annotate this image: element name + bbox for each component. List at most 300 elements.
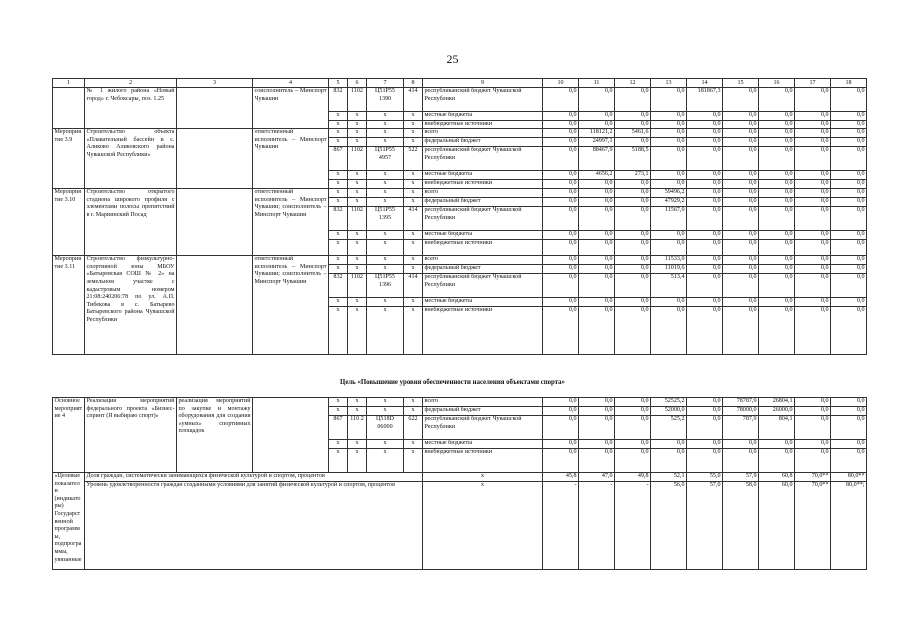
funding-source: внебюджетные источники [423,307,543,355]
budget-code: х [329,112,348,121]
amount-cell: 0,0 [579,207,615,231]
table-row [53,88,867,112]
amount-cell: 0,0 [831,256,867,265]
budget-code: х [348,240,367,256]
amount-cell: 0,0 [723,112,759,121]
amount-cell: 804,1 [759,416,795,440]
amount-cell: 0,0 [615,398,651,407]
budget-code: х [367,120,404,129]
funding-source: федеральный бюджет [423,138,543,147]
event-name: Строительство физкультурно-спортивной зоны МБОУ «Батыревская СОШ № 2» на земельном участке с кадастровым номером 21:08:240206:78 по ул. А.П. Тибекова в с. Батырево Батыревского района Чувашской Республики [85,256,177,355]
budget-code: х [329,120,348,129]
amount-cell: 0,0 [831,274,867,298]
amount-cell: 4656,2 [579,171,615,180]
amount-cell: 0,0 [723,231,759,240]
budget-code: 414 [404,207,423,231]
event-goal [177,256,253,355]
amount-cell: 0,0 [723,138,759,147]
target-row [53,482,867,570]
event-goal [177,129,253,189]
funding-source: внебюджетные источники [423,240,543,256]
amount-cell: 0,0 [543,256,579,265]
amount-cell: 88467,9 [579,147,615,171]
amount-cell: 0,0 [723,129,759,138]
amount-cell: 0,0 [795,88,831,112]
page-number: 25 [446,52,459,66]
column-number: 7 [367,79,404,88]
amount-cell: 0,0 [543,112,579,121]
target-value: - [543,482,579,570]
table-row [53,189,867,198]
amount-cell: 0,0 [579,398,615,407]
budget-code: х [329,265,348,274]
budget-code: х [367,256,404,265]
amount-cell: 0,0 [831,307,867,355]
budget-code: х [329,129,348,138]
amount-cell: 0,0 [795,171,831,180]
budget-code: х [404,307,423,355]
funding-source: республиканский бюджет Чувашской Республики [423,274,543,298]
funding-source: федеральный бюджет [423,407,543,416]
amount-cell: 0,0 [615,307,651,355]
amount-cell: 0,0 [759,171,795,180]
budget-code: Ц51Р55 1395 [367,207,404,231]
amount-cell: 0,0 [795,189,831,198]
amount-cell: 0,0 [723,88,759,112]
funding-source: республиканский бюджет Чувашской Республики [423,207,543,231]
amount-cell: 0,0 [795,440,831,449]
amount-cell: 118121,2 [579,129,615,138]
amount-cell: 0,0 [543,265,579,274]
budget-code: х [367,407,404,416]
amount-cell: 0,0 [831,298,867,307]
amount-cell: 0,0 [579,189,615,198]
amount-cell: 0,0 [759,129,795,138]
target-value: 70,0** [795,482,831,570]
budget-code: Ц51Р55 4957 [367,147,404,171]
amount-cell: 52000,0 [651,407,687,416]
budget-code: х [329,231,348,240]
amount-cell: 513,4 [651,274,687,298]
amount-cell: 0,0 [795,120,831,129]
target-value: 70,0** [795,473,831,482]
amount-cell: 0,0 [543,207,579,231]
amount-cell: 0,0 [543,189,579,198]
event-label: Мероприятие 3.9 [53,129,85,189]
amount-cell: 525,2 [651,416,687,440]
goal-heading: Цель «Повышение уровня обеспеченности населения объектами спорта» [340,379,565,386]
event-name: № 1 жилого района «Новый город» г. Чебоксары, поз. 1.25 [85,88,177,129]
amount-cell: 0,0 [687,189,723,198]
funding-source: местные бюджеты [423,171,543,180]
amount-cell: 0,0 [723,298,759,307]
budget-code: х [404,120,423,129]
amount-cell: 0,0 [795,207,831,231]
budget-code: х [348,138,367,147]
column-number: 8 [404,79,423,88]
budget-code: х [404,180,423,189]
event-executor [253,398,329,473]
amount-cell: 52525,2 [651,398,687,407]
amount-cell: 0,0 [831,265,867,274]
budget-code: х [348,265,367,274]
funding-source: внебюджетные источники [423,120,543,129]
budget-code: х [367,129,404,138]
budget-code: х [348,231,367,240]
amount-cell: 0,0 [831,189,867,198]
event-goal [177,189,253,256]
amount-cell: 78787,9 [723,398,759,407]
budget-code: х [329,307,348,355]
amount-cell: 0,0 [723,147,759,171]
budget-code: х [404,240,423,256]
amount-cell: 0,0 [651,171,687,180]
amount-cell: 0,0 [615,449,651,473]
funding-source: федеральный бюджет [423,198,543,207]
event-goal [177,88,253,129]
amount-cell: 0,0 [759,265,795,274]
amount-cell: 0,0 [687,440,723,449]
event-executor: ответственный исполнитель – Минспорт Чувашии [253,129,329,189]
amount-cell: 0,0 [687,416,723,440]
amount-cell: 0,0 [615,231,651,240]
amount-cell: 0,0 [543,274,579,298]
budget-code: х [348,398,367,407]
budget-code: х [404,398,423,407]
event-executor: соисполнитель – Минспорт Чувашии [253,88,329,129]
amount-cell: 0,0 [687,240,723,256]
event-executor: ответственный исполнитель – Минспорт Чувашии; соисполнитель – Минспорт Чувашии [253,256,329,355]
event-executor: ответственный исполнитель – Минспорт Чувашии; соисполнитель – Минспорт Чувашии [253,189,329,256]
amount-cell: 0,0 [615,298,651,307]
event-name: Реализация мероприятий федерального проекта «Бизнес-спринт (Я выбираю спорт)» [85,398,177,473]
budget-code: х [348,298,367,307]
amount-cell: 0,0 [795,240,831,256]
amount-cell: 0,0 [795,112,831,121]
amount-cell: 0,0 [615,240,651,256]
column-number: 18 [831,79,867,88]
amount-cell: 0,0 [543,449,579,473]
funding-source: местные бюджеты [423,231,543,240]
amount-cell: 0,0 [687,120,723,129]
budget-code: х [367,398,404,407]
amount-cell: 0,0 [831,198,867,207]
amount-cell: 0,0 [543,129,579,138]
budget-code: х [348,180,367,189]
amount-cell: 0,0 [759,449,795,473]
column-number: 1 [53,79,85,88]
amount-cell: 0,0 [795,198,831,207]
budget-code: 1102 [348,147,367,171]
budget-code: х [404,198,423,207]
amount-cell: 0,0 [543,240,579,256]
amount-cell: 0,0 [651,449,687,473]
amount-cell: 0,0 [687,274,723,298]
target-value: 58,0 [723,482,759,570]
budget-code: х [404,449,423,473]
funding-source: республиканский бюджет Чувашской Республики [423,147,543,171]
main-event-table [52,397,867,570]
amount-cell: 0,0 [795,231,831,240]
amount-cell: 47929,2 [651,198,687,207]
column-number: 11 [579,79,615,88]
amount-cell: 0,0 [795,449,831,473]
amount-cell: 0,0 [543,398,579,407]
amount-cell: 0,0 [795,265,831,274]
column-number: 12 [615,79,651,88]
budget-code: 1102 [348,274,367,298]
amount-cell: 11533,0 [651,256,687,265]
amount-cell: 0,0 [831,231,867,240]
budget-code: х [348,407,367,416]
amount-cell: 0,0 [831,180,867,189]
amount-cell: 0,0 [543,298,579,307]
amount-cell: 0,0 [579,307,615,355]
amount-cell: 0,0 [831,129,867,138]
amount-cell: 0,0 [651,129,687,138]
budget-code: х [404,231,423,240]
amount-cell: 0,0 [651,240,687,256]
column-number: 17 [795,79,831,88]
column-number: 6 [348,79,367,88]
amount-cell: 0,0 [795,398,831,407]
budget-code: х [348,120,367,129]
budget-code: х [367,265,404,274]
amount-cell: 0,0 [759,120,795,129]
amount-cell: 5461,6 [615,129,651,138]
budget-code: х [404,112,423,121]
event-goal: реализация мероприятий по закупке и монтажу оборудования для создания «умных» спортивных площадок [177,398,253,473]
target-value: 80,0**; [831,482,867,570]
amount-cell: 0,0 [723,307,759,355]
amount-cell: 0,0 [615,407,651,416]
budget-code: х [404,256,423,265]
amount-cell: 0,0 [615,207,651,231]
amount-cell: 0,0 [687,207,723,231]
target-value: 57,9 [723,473,759,482]
amount-cell: 0,0 [579,120,615,129]
column-number: 2 [85,79,177,88]
targets-label: «Целевые показатели (индикаторы) Государственной программы, подпрограммы, увязанные [53,473,85,570]
amount-cell: 273,1 [615,171,651,180]
event-label: Мероприятие 3.10 [53,189,85,256]
budget-code: х [348,256,367,265]
amount-cell: 0,0 [615,88,651,112]
amount-cell: 0,0 [543,416,579,440]
amount-cell: 0,0 [615,416,651,440]
amount-cell: 0,0 [759,112,795,121]
amount-cell: 0,0 [795,129,831,138]
budget-code: х [348,129,367,138]
amount-cell: 0,0 [687,129,723,138]
budget-code: х [348,171,367,180]
budget-code: х [367,440,404,449]
amount-cell: 0,0 [651,180,687,189]
amount-cell: 0,0 [579,407,615,416]
amount-cell: 0,0 [579,198,615,207]
budget-code: х [329,240,348,256]
budget-code: х [329,180,348,189]
amount-cell: 0,0 [723,207,759,231]
amount-cell: 0,0 [687,198,723,207]
funding-source: всего [423,256,543,265]
target-value: 57,0 [687,482,723,570]
amount-cell: 0,0 [831,207,867,231]
amount-cell: 0,0 [579,298,615,307]
budget-code: х [404,298,423,307]
amount-cell: 181867,3 [687,88,723,112]
amount-cell: 0,0 [543,231,579,240]
column-number: 14 [687,79,723,88]
amount-cell: 0,0 [543,180,579,189]
financing-table [52,78,867,355]
amount-cell: 0,0 [759,240,795,256]
amount-cell: 0,0 [759,88,795,112]
amount-cell: 0,0 [651,138,687,147]
amount-cell: 0,0 [759,180,795,189]
budget-code: х [329,407,348,416]
target-name: Доля граждан, систематически занимающихся физической культурой и спортом, процентов [85,473,423,482]
amount-cell: 0,0 [723,180,759,189]
amount-cell: 0,0 [579,240,615,256]
amount-cell: 0,0 [687,231,723,240]
amount-cell: 0,0 [543,407,579,416]
amount-cell: 0,0 [579,440,615,449]
budget-code: 1102 [348,88,367,112]
budget-code: х [367,298,404,307]
amount-cell: 0,0 [723,256,759,265]
amount-cell: 0,0 [687,256,723,265]
amount-cell: 0,0 [579,112,615,121]
budget-code: х [329,398,348,407]
amount-cell: 0,0 [651,298,687,307]
target-row [53,473,867,482]
amount-cell: 0,0 [723,120,759,129]
budget-code: х [329,138,348,147]
target-value: 49,8 [615,473,651,482]
column-number: 9 [423,79,543,88]
amount-cell: 0,0 [543,88,579,112]
budget-code: х [329,440,348,449]
amount-cell: 0,0 [687,398,723,407]
budget-code: х [367,307,404,355]
amount-cell: 0,0 [723,440,759,449]
amount-cell: 0,0 [759,256,795,265]
funding-source: республиканский бюджет Чувашской Республики [423,88,543,112]
column-number: 16 [759,79,795,88]
budget-code: х [329,449,348,473]
target-value: 47,0 [579,473,615,482]
amount-cell: 0,0 [615,120,651,129]
budget-code: х [367,449,404,473]
target-value: - [579,482,615,570]
amount-cell: 0,0 [687,112,723,121]
budget-code: х [329,298,348,307]
amount-cell: 0,0 [615,440,651,449]
table-row [53,398,867,407]
budget-code: х [404,407,423,416]
budget-code: 867 [329,147,348,171]
funding-source: внебюджетные источники [423,180,543,189]
amount-cell: 0,0 [795,180,831,189]
budget-code: х [367,138,404,147]
amount-cell: 5188,5 [615,147,651,171]
budget-code: х [404,440,423,449]
budget-code: х [367,240,404,256]
budget-code: х [367,198,404,207]
amount-cell: 0,0 [651,440,687,449]
amount-cell: 0,0 [651,88,687,112]
amount-cell: 0,0 [795,147,831,171]
amount-cell: 0,0 [687,138,723,147]
amount-cell: 0,0 [543,440,579,449]
amount-cell: 0,0 [687,147,723,171]
budget-code: х [348,307,367,355]
amount-cell: 0,0 [759,147,795,171]
funding-source: федеральный бюджет [423,265,543,274]
amount-cell: 11019,6 [651,265,687,274]
amount-cell: 0,0 [723,449,759,473]
funding-source: местные бюджеты [423,298,543,307]
column-number: 4 [253,79,329,88]
amount-cell: 0,0 [795,407,831,416]
budget-code: х [348,440,367,449]
amount-cell: 0,0 [615,256,651,265]
amount-cell: 0,0 [543,147,579,171]
amount-cell: 0,0 [759,207,795,231]
amount-cell: 0,0 [831,88,867,112]
amount-cell: 0,0 [759,440,795,449]
budget-code: 867 [329,416,348,440]
amount-cell: 0,0 [579,180,615,189]
funding-source: республиканский бюджет Чувашской Республики [423,416,543,440]
target-code: х [423,482,543,570]
target-value: 80,0** [831,473,867,482]
amount-cell: 0,0 [579,88,615,112]
amount-cell: 0,0 [723,198,759,207]
budget-code: х [329,198,348,207]
target-value: 52,1 [651,473,687,482]
amount-cell: 787,9 [723,416,759,440]
column-number: 5 [329,79,348,88]
budget-code: 832 [329,207,348,231]
table-row [53,256,867,265]
amount-cell: 0,0 [831,449,867,473]
budget-code: х [404,171,423,180]
amount-cell: 0,0 [795,298,831,307]
amount-cell: 0,0 [687,265,723,274]
budget-code: х [404,138,423,147]
amount-cell: 0,0 [543,138,579,147]
target-value: 45,8 [543,473,579,482]
funding-source: всего [423,398,543,407]
target-value: 60,0 [759,482,795,570]
amount-cell: 0,0 [579,449,615,473]
amount-cell: 0,0 [579,265,615,274]
amount-cell: 0,0 [831,112,867,121]
column-number: 10 [543,79,579,88]
amount-cell: 0,0 [759,138,795,147]
amount-cell: 0,0 [579,231,615,240]
amount-cell: 0,0 [795,274,831,298]
column-number: 15 [723,79,759,88]
budget-code: х [329,171,348,180]
budget-code: х [348,189,367,198]
amount-cell: 26000,0 [759,407,795,416]
amount-cell: 0,0 [543,120,579,129]
amount-cell: 0,0 [759,274,795,298]
event-label: Основное мероприятие 4 [53,398,85,473]
